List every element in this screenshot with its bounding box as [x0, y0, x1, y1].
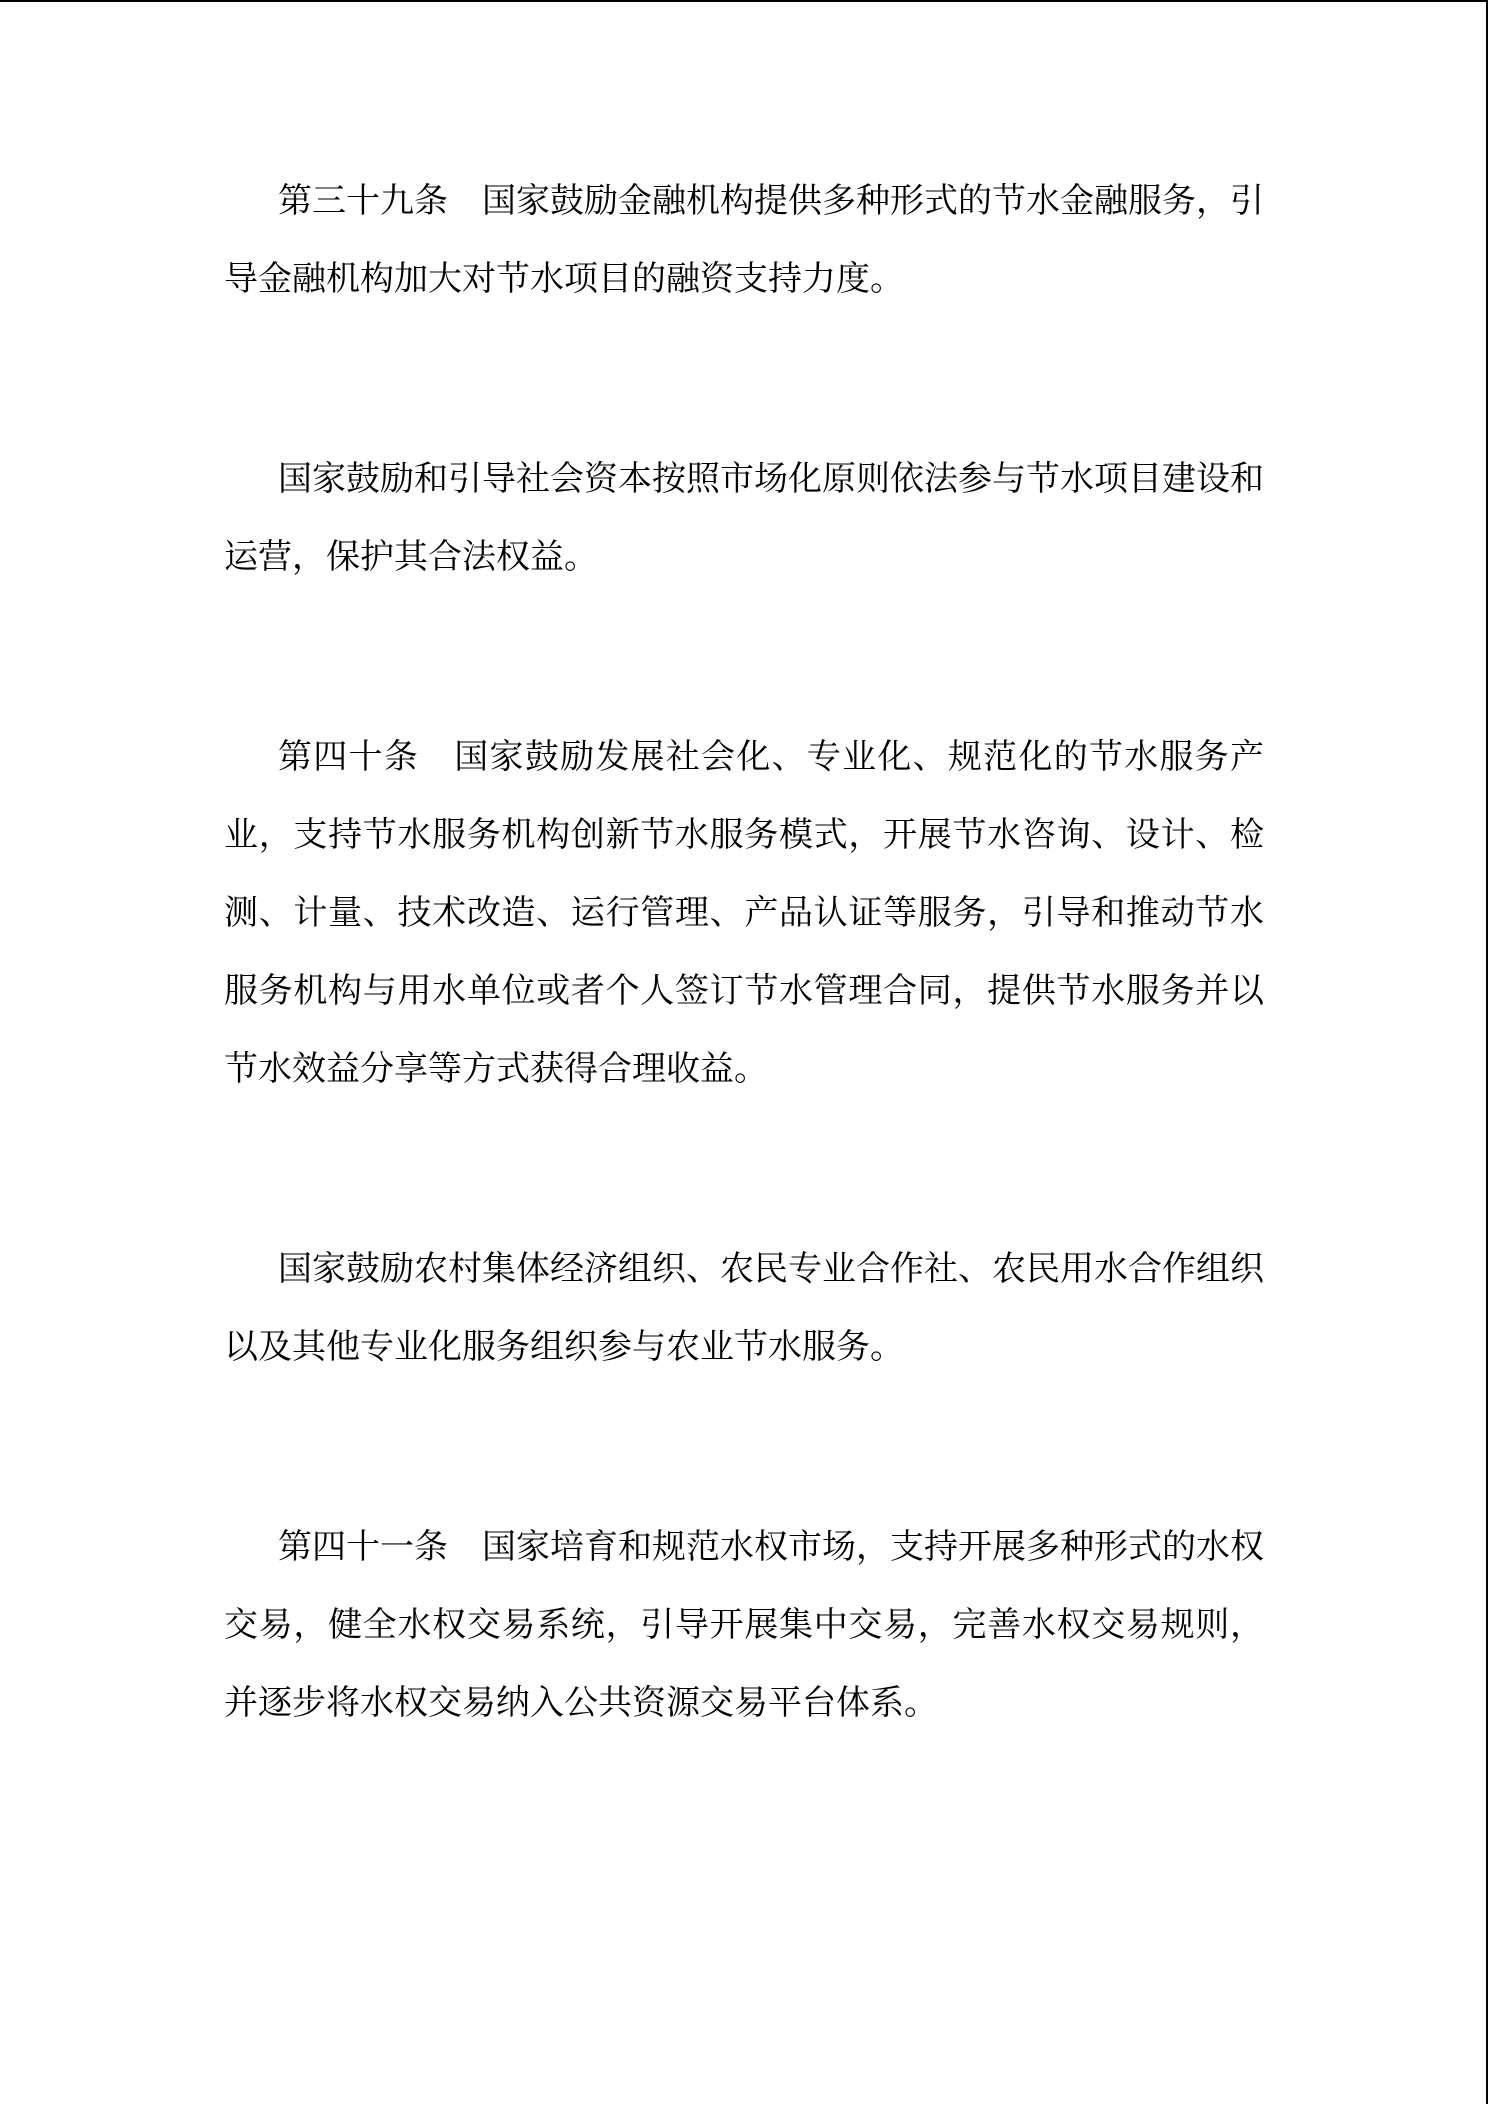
document-body [224, 162, 1264, 1742]
paragraph-article-41: 第四十一条 国家培育和规范水权市场，支持开展多种形式的水权交易，健全水权交易系统，引导开展集中交易，完善水权交易规则，并逐步将水权交易纳入公共资源交易平台体系。 [224, 1527, 1264, 1723]
paragraph-rural-organizations: 国家鼓励农村集体经济组织、农民专业合作社、农民用水合作组织以及其他专业化服务组织参与农业节水服务。 [224, 1249, 1264, 1367]
paragraph-article-40: 第四十条 国家鼓励发展社会化、专业化、规范化的节水服务产业，支持节水服务机构创新节水服务模式，开展节水咨询、设计、检测、计量、技术改造、运行管理、产品认证等服务，引导和推动节水服务机构与用水单位或者个人签订节水管理合同，提供节水服务并以节水效益分享等方式获得合理收益。 [224, 737, 1264, 1089]
paragraph-social-capital: 国家鼓励和引导社会资本按照市场化原则依法参与节水项目建设和运营，保护其合法权益。 [224, 459, 1264, 577]
paragraph-article-39: 第三十九条 国家鼓励金融机构提供多种形式的节水金融服务，引导金融机构加大对节水项目的融资支持力度。 [224, 181, 1264, 299]
